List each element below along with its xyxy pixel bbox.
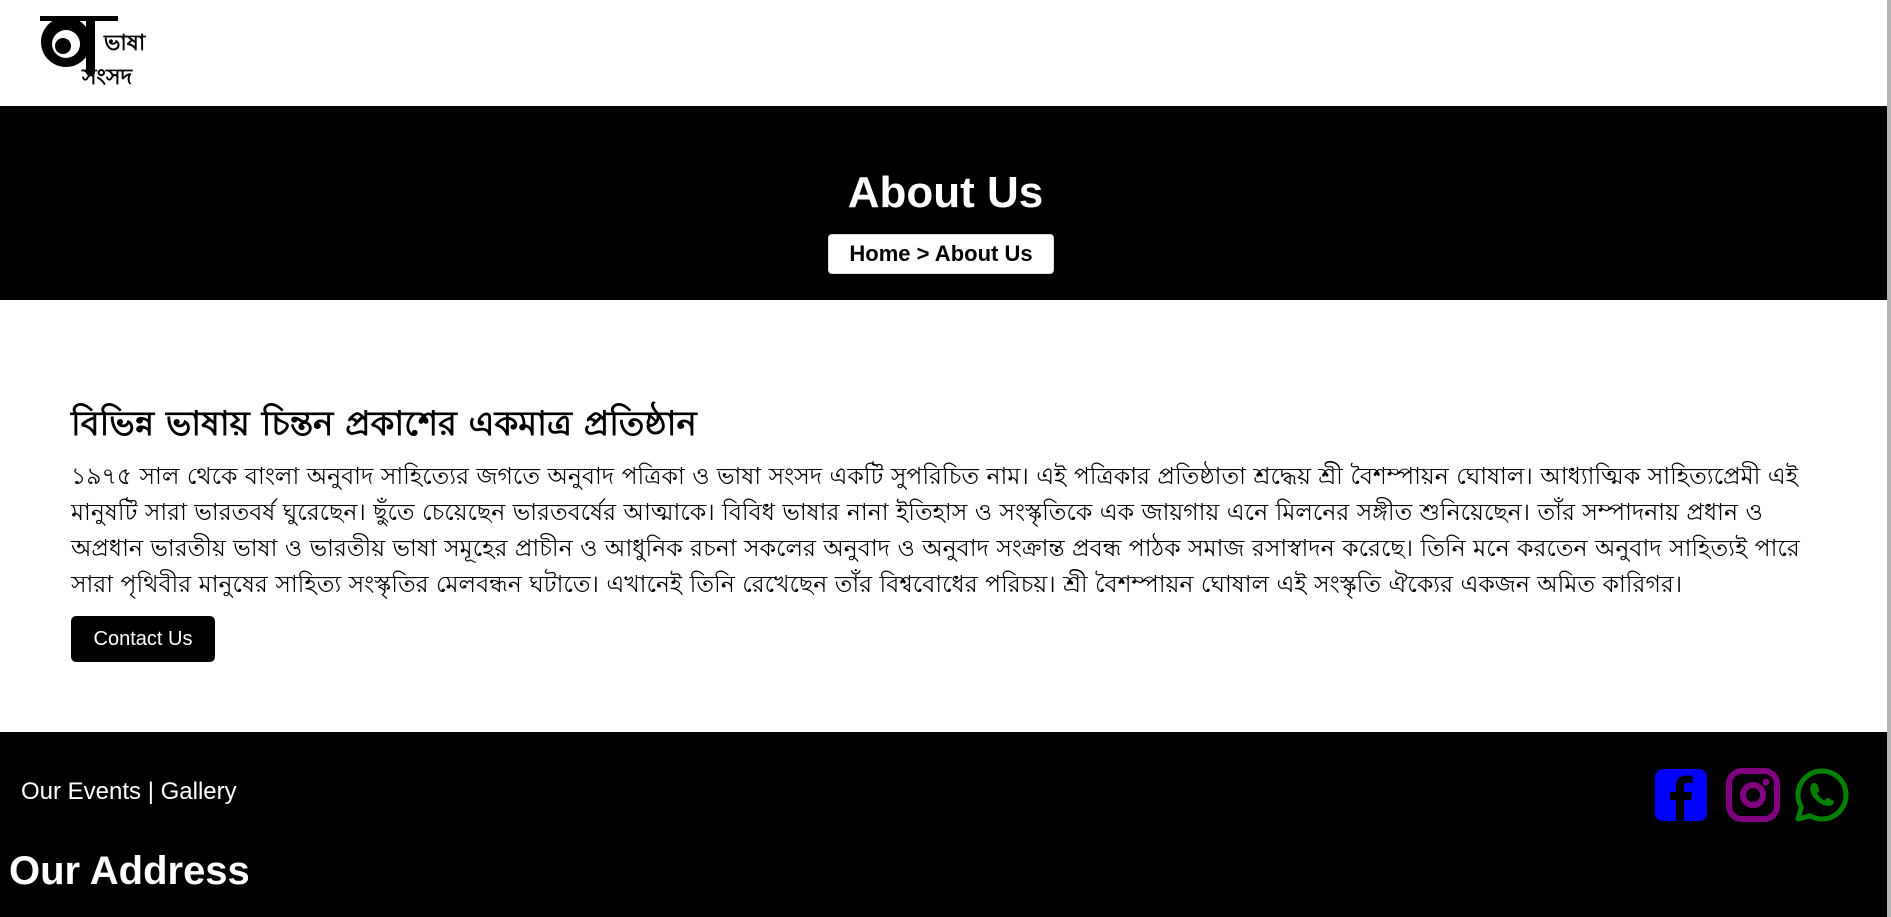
about-heading: বিভিন্ন ভাষায় চিন্তন প্রকাশের একমাত্র প্রতিষ্ঠান [71, 404, 697, 444]
instagram-icon[interactable] [1726, 768, 1780, 822]
logo[interactable] [36, 10, 156, 94]
footer-link-events[interactable]: Our Events [21, 778, 142, 805]
logo-text-top: ভাষা [104, 31, 146, 56]
page-title: About Us [847, 168, 1044, 217]
about-section [71, 396, 1831, 662]
logo-mark [36, 10, 156, 94]
whatsapp-icon[interactable] [1795, 768, 1849, 822]
footer [0, 732, 1891, 917]
facebook-icon[interactable] [1655, 768, 1707, 822]
breadcrumb[interactable]: Home > About Us [828, 234, 1054, 274]
footer-link-separator: | [147, 778, 154, 805]
hero-banner [0, 106, 1891, 300]
contact-us-button[interactable]: Contact Us [71, 616, 215, 662]
logo-text-bottom: সংসদ [82, 65, 133, 90]
footer-link-gallery[interactable]: Gallery [160, 778, 237, 805]
address-heading: Our Address [9, 849, 250, 893]
site-header [0, 0, 1891, 106]
about-body: ১৯৭৫ সাল থেকে বাংলা অনুবাদ সাহিত্যের জগতে অনুবাদ পত্রিকা ও ভাষা সংসদ একটি সুপরিচিত নাম। এই পত্রিকার প্রতিষ্ঠাতা শ্রদ্ধেয় শ্রী বৈশম্পায়ন ঘোষাল। আধ্যাত্মিক সাহিত্যপ্রেমী এই মানুষটি সারা ভারতবর্ষ ঘুরেছেন। ছুঁতে চেয়েছেন ভারতবর্ষের আত্মাকে। বিবিধ ভাষার নানা ইতিহাস ও সংস্কৃতিকে এক জায়গায় এনে মিলনের সঙ্গীত শুনিয়েছেন। তাঁর সম্পাদনায় প্রধান ও অপ্রধান ভারতীয় ভাষা ও ভারতীয় ভাষা সমূহের প্রাচীন ও আধুনিক রচনা সকলের অনুবাদ ও অনুবাদ সংক্রান্ত প্রবন্ধ পাঠক সমাজ রসাস্বাদন করেছে। তিনি মনে করতেন অনুবাদ সাহিত্যই পারে সারা পৃথিবীর মানুষের সাহিত্য সংস্কৃতির মেলবন্ধন ঘটাতে। এখানেই তিনি রেখেছেন তাঁর বিশ্ববোধের পরিচয়। শ্রী বৈশম্পায়ন ঘোষাল এই সংস্কৃতি ঐক্যের একজন অমিত কারিগর। [71, 462, 1800, 598]
footer-links [21, 776, 237, 808]
page-scrollbar[interactable] [1887, 0, 1891, 917]
